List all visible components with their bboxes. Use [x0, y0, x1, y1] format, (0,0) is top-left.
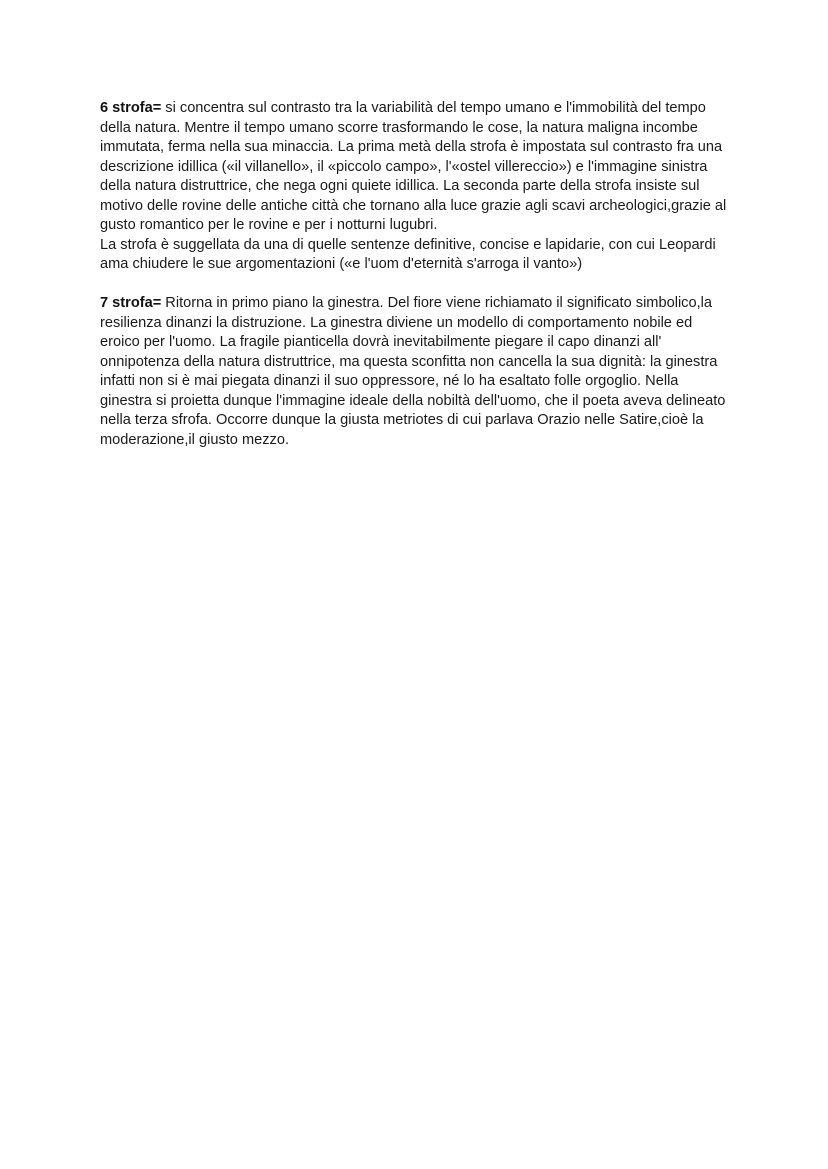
section-6-strofa	[100, 99, 732, 275]
section-body: Ritorna in primo piano la ginestra. Del fiore viene richiamato il significato simbolico,la resilienza dinanzi la distruzione. La ginestra diviene un modello di comportamento nobile ed eroico per l'uomo. La fragile pianticella dovrà inevitabilmente piegare il capo dinanzi all' onnipotenza della natura distruttrice, ma questa sconfitta non cancella la sua dignità: la ginestra infatti non si è mai piegata dinanzi il suo oppressore, né lo ha esaltato folle orgoglio. Nella ginestra si proietta dunque l'immagine ideale della nobiltà dell'uomo, che il poeta aveva delineato nella terza sfrofa. Occorre dunque la giusta metriotes di cui parlava Orazio nelle Satire,cioè la moderazione,il giusto mezzo.	[100, 295, 726, 448]
section-heading: 6 strofa=	[100, 100, 162, 116]
section-heading: 7 strofa=	[100, 295, 162, 311]
section-7-strofa	[100, 294, 732, 450]
document-page	[100, 99, 732, 450]
section-body-closing: La strofa è suggellata da una di quelle sentenze definitive, concise e lapidarie, con cui Leopardi ama chiudere le sue argomentazioni («e l'uom d'eternità s'arroga il vanto»)	[100, 236, 716, 272]
section-body: si concentra sul contrasto tra la variabilità del tempo umano e l'immobilità del tempo della natura. Mentre il tempo umano scorre trasformando le cose, la natura maligna incombe immutata, ferma nella sua minaccia. La prima metà della strofa è impostata sul contrasto fra una descrizione idillica («il villanello», il «piccolo campo», l'«ostel villereccio») e l'immagine sinistra della natura distruttrice, che nega ogni quiete idillica. La seconda parte della strofa insiste sul motivo delle rovine delle antiche città che tornano alla luce grazie agli scavi archeologici,grazie al gusto romantico per le rovine e per i notturni lugubri.	[100, 100, 727, 233]
